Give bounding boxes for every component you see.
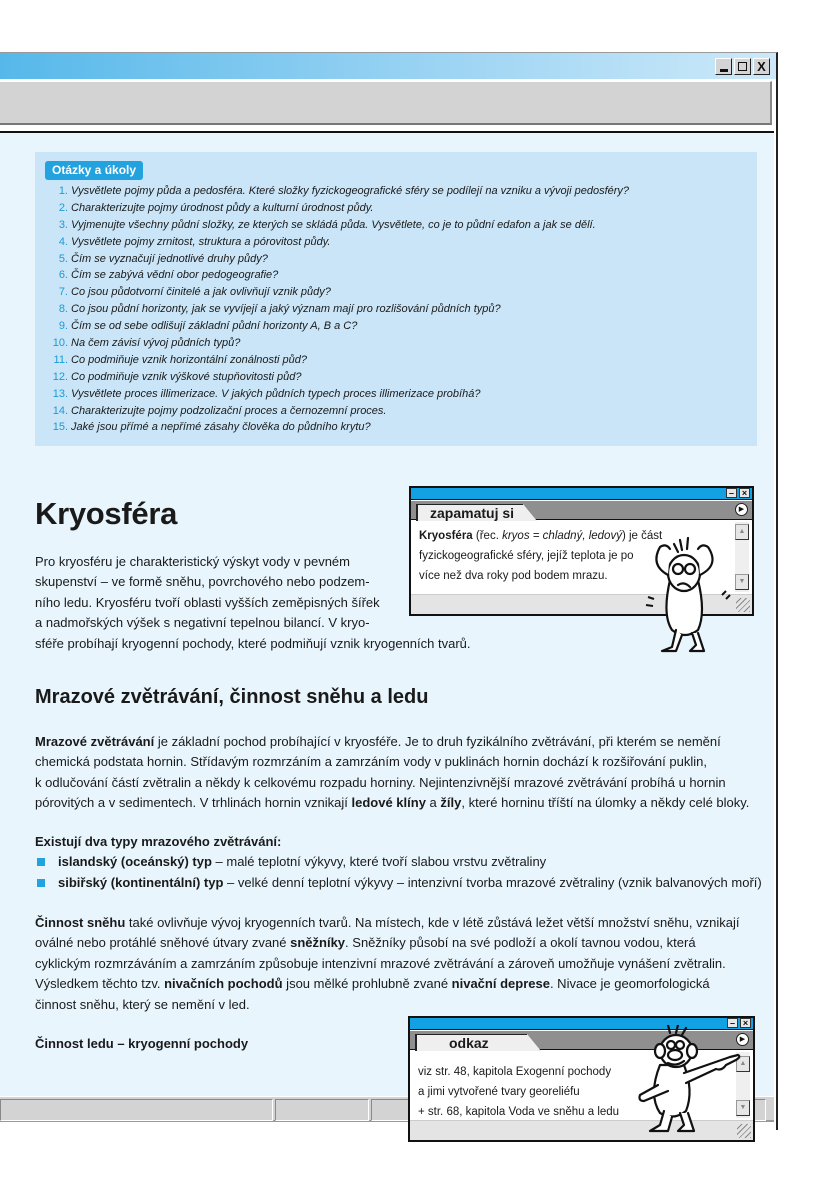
reference-text: viz str. 48, kapitola Exogenní pochody a jimi vytvořené tvary georeliéfu + str. 68, kapitola Voda ve sněhu a ledu <box>418 1066 620 1118</box>
types-heading: Existují dva typy mrazového zvětrávání: <box>35 834 282 849</box>
questions-box <box>35 152 757 446</box>
question-item: 5. Čím se vyznačují jednotlivé druhy půdy? <box>58 252 268 265</box>
popup-close-button[interactable]: × <box>740 1018 751 1028</box>
scroll-down-icon[interactable]: ▼ <box>736 1100 750 1116</box>
question-item: 13. Vysvětlete proces illimerizace. V jakých půdních typech proces illimerizace probíhá? <box>52 387 481 400</box>
type-item: islandský (oceánský) typ – malé teplotní výkyvy, které tvoří slabou vrstvu zvětraliny <box>58 854 547 869</box>
maximize-icon <box>738 62 747 71</box>
pointing-mascot-icon <box>630 1025 745 1137</box>
close-icon: X <box>757 59 766 74</box>
popup-tabbar <box>411 501 752 520</box>
question-item: 4. Vysvětlete pojmy zrnitost, struktura a pórovitost půdy. <box>58 235 331 248</box>
tab-zapamatuj-si[interactable]: zapamatuj si <box>416 504 523 521</box>
resize-grip-icon[interactable] <box>736 598 750 612</box>
window-titlebar[interactable] <box>0 53 776 79</box>
question-item: 15. Jaké jsou přímé a nepřímé zásahy člověka do půdního krytu? <box>52 421 371 434</box>
question-item: 6. Čím se zabývá vědní obor pedogeografie? <box>58 269 279 282</box>
maximize-button[interactable] <box>734 58 751 75</box>
tab-odkaz[interactable]: odkaz <box>415 1034 527 1051</box>
question-item: 12. Co podmiňuje vznik výškové stupňovitosti půd? <box>52 370 302 383</box>
question-item: 10. Na čem závisí vývoj půdních typů? <box>52 337 241 350</box>
type-item: sibiřský (kontinentální) typ – velké denní teplotní výkyvy – intenzivní tvorba mrazové zvětraliny (vznik balvanových moří) <box>58 875 762 890</box>
kryosfera-paragraph: Pro kryosféru je charakteristický výskyt vody v pevném skupenství – ve formě sněhu, povrchového nebo podzem- ního ledu. Kryosféru tvoří oblasti vyšších zeměpisných šířek a nadmořských výšek s negativní tepelnou bilancí. V kryo- sféře probíhají kryogenní pochody, které podmiňují vznik kryogenních tvarů. <box>35 554 471 651</box>
status-cell <box>0 1099 273 1121</box>
confused-mascot-icon <box>640 535 735 655</box>
scroll-up-icon[interactable]: ▲ <box>736 1056 750 1072</box>
question-item: 14. Charakterizujte pojmy podzolizační proces a černozemní proces. <box>52 404 387 417</box>
next-arrow-icon[interactable]: ▶ <box>736 1033 749 1046</box>
mrazove-paragraph: Mrazové zvětrávání je základní pochod probíhající v kryosféře. Je to druh fyzikálního zvětrávání, při kterém se nemění chemická podstata hornin. Střídavým rozmrzáním a zamrzáním vody v puklinách hornin dochází k rozšiřování puklin, k odlučování částí zvětralin a někdy k celkovému rozpadu horniny. Nejintenzivnější mrazové zvětrávání probíhá u hornin pórovitých a v sedimentech. V trhlinách hornin vznikají ledové klíny a žíly, které horninu tříští na úlomky a někdy celé bloky. <box>35 734 750 811</box>
snih-paragraph: Činnost sněhu také ovlivňuje vývoj kryogenních tvarů. Na místech, kde v létě zůstává ležet větší množství sněhu, vznikají oválné nebo protáhlé sněhové útvary zvané sněžníky. Sněžníky působí na své podloží a okolí tavnou vodou, která cyklickým rozmrzáváním a zamrzáním způsobuje intenzivní mrazové zvětrávání a zároveň umožňuje vynášení zvětralin. Výsledkem těchto tzv. nivačních pochodů jsou mělké prohlubně zvané nivační deprese. Nivace je geomorfologická činnost sněhu, který se nemění v led. <box>35 915 740 1012</box>
led-heading: Činnost ledu – kryogenní pochody <box>35 1036 249 1051</box>
popup-scrollbar[interactable] <box>735 522 749 592</box>
scroll-down-icon[interactable]: ▼ <box>735 574 749 590</box>
question-item: 11. Co podmiňuje vznik horizontální zonálnosti půd? <box>53 353 308 366</box>
bullet-icon <box>37 858 45 866</box>
questions-list <box>43 183 629 436</box>
question-item: 7. Co jsou půdotvorní činitelé a jak ovlivňují vznik půdy? <box>58 286 331 299</box>
question-item: 3. Vyjmenujte všechny půdní složky, ze kterých se skládá půda. Vysvětlete, co je to půdní edafon a jak se dělí. <box>58 218 596 231</box>
window-controls <box>715 58 770 75</box>
popup-close-button[interactable]: × <box>739 488 750 498</box>
minimize-button[interactable] <box>715 58 732 75</box>
popup-minimize-button[interactable]: – <box>726 488 737 498</box>
next-arrow-icon[interactable]: ▶ <box>735 503 748 516</box>
section-title-kryosfera: Kryosféra <box>35 496 178 531</box>
window-toolbar <box>0 81 772 125</box>
close-button[interactable] <box>753 58 770 75</box>
scroll-up-icon[interactable]: ▲ <box>735 524 749 540</box>
minimize-icon <box>720 69 728 72</box>
question-item: 9. Čím se od sebe odlišují základní půdní horizonty A, B a C? <box>58 320 358 333</box>
question-item: 1. Vysvětlete pojmy půda a pedosféra. Které složky fyzickogeografické sféry se podílejí na vzniku a vývoji pedosféry? <box>58 185 630 197</box>
question-item: 8. Co jsou půdní horizonty, jak se vyvíjejí a jaký význam mají pro rozlišování půdních typů? <box>58 303 501 316</box>
status-cell <box>275 1099 369 1121</box>
bullet-icon <box>37 879 45 887</box>
section-title-mrazove: Mrazové zvětrávání, činnost sněhu a ledu <box>35 686 429 708</box>
questions-badge: Otázky a úkoly <box>45 161 143 180</box>
popup-minimize-button[interactable]: – <box>727 1018 738 1028</box>
remember-text: Kryosféra (řec. kryos = chladný, ledový) je část fyzickogeografické sféry, jejíž teplota je po více než dva roky pod bodem mrazu. <box>419 530 663 582</box>
popup-titlebar <box>411 488 752 500</box>
question-item: 2. Charakterizujte pojmy úrodnost půdy a kulturní úrodnost půdy. <box>58 201 374 214</box>
